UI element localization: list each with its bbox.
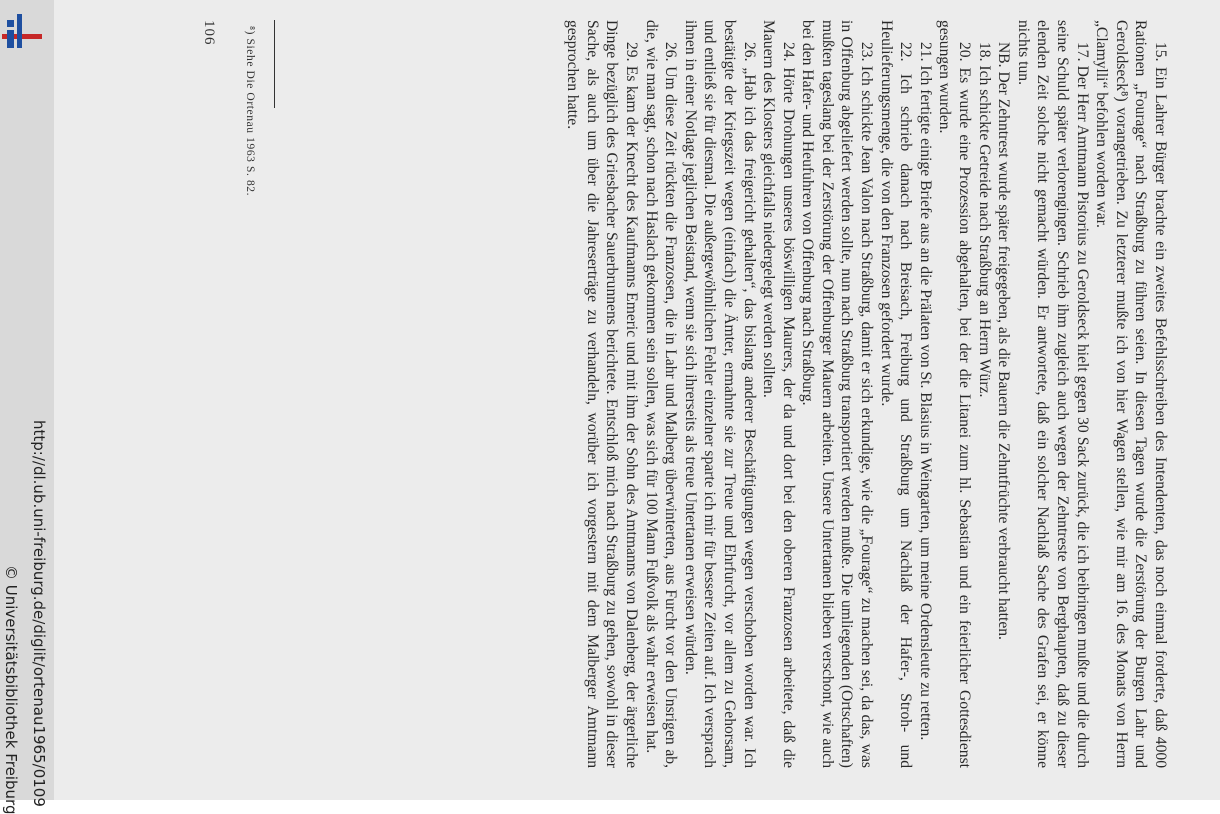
paragraph-22: 22. Ich schrieb danach nach Breisach, Freiburg und Straßburg um Nachlaß der Hafer-, Stroh- und Heulieferungsmenge, die von den Franzosen gefordert wurde. xyxy=(877,20,915,768)
paragraph-nb: NB. Der Zehntrest wurde später freigegeben, als die Bauern die Zehntfrüchte verbraucht hatten. xyxy=(995,42,1013,640)
paragraph-17: 17. Der Herr Amtmann Pistorius zu Geroldseck hielt gegen 30 Sack zurück, die ich beibringen mußte und die durch seine Schuld später verlorengingen. Schrieb ihm zugleich auch wegen der Zehntreste von Berghaupten, daß zu dieser elenden Zeit solche nicht gemacht würden. Er antwortete, daß ein solcher Nachlaß Sache des Grafen sei, er könne nichts tun. xyxy=(1014,20,1091,768)
footnote: ⁸) Siehe Die Ortenau 1963 S. 82. xyxy=(244,26,256,197)
paragraph-23: 23. Ich schickte Jean Valon nach Straßburg, damit er sich erkundige, wie die „Fourage“ zu machen sei, da das, was in Offenburg abgeliefert werden sollte, nun nach Straßburg transportiert werden mußte. Die umliegenden (Ortschaften) mußten tageslang bei der Zerstörung der Offenburger Mauern arbeiten. Unsere Untertanen blieben verschont, wie auch bei den Hafer- und Heufuhren von Offenburg nach Straßburg. xyxy=(799,20,876,768)
paragraph-21: 21. Ich fertigte einige Briefe aus an die Prälaten von St. Blasius in Weingarten, um meine Ordensleute zu retten. xyxy=(916,42,934,741)
source-url[interactable]: http://dl.ub.uni-freiburg.de/diglit/ortenau1965/0109 xyxy=(30,420,48,807)
ub-freiburg-logo-icon xyxy=(0,10,50,50)
rotated-page-content xyxy=(70,0,1220,800)
body-text xyxy=(563,20,1170,768)
footnote-rule xyxy=(274,20,275,108)
paragraph-18: 18. Ich schickte Getreide nach Straßburg an Herrn Würz. xyxy=(975,42,993,398)
paragraph-15: 15. Ein Lahrer Bürger brachte ein zweites Befehlsschreiben des Intendenten, das noch einmal forderte, daß 4000 Rationen „Fourage“ nach Straßburg zu führen seien. In diesen Tagen wurde die Zerstörung der Burgen Lahr und Geroldseck⁸) vorangetrieben. Zu letzterer mußte ich von hier Wagen stellen, wie mir am 16. des Monats von Herrn „Clamylli“ befohlen worden war. xyxy=(1093,20,1169,768)
paragraph-26a: 26. „Hab ich das freigericht gehalten“, das bislang anderer Beschäftigungen wegen verschoben worden war. Ich bestätigte der Kriegszeit wegen (einfach) die Ämter, ermahnte sie zur Treue und Ehrfurcht, vor allem zu Gehorsam, und entließ sie für diesmal. Die außergewöhnlichen Fehler einzelner sparte ich mir für bessere Zeiten auf. Ich versprach ihnen in einer Notlage jeglichen Beistand, wenn sie sich ihrerseits als treue Untertanen erweisen würden. xyxy=(681,20,758,768)
page-number: 106 xyxy=(201,20,217,46)
scanned-page xyxy=(54,0,1220,800)
paragraph-29: 29. Es kam der Knecht des Kaufmanns Emeric und mit ihm der Sohn des Amtmanns von Dalenberg, der ärgerliche Dinge bezüglich des Griesbacher Sauerbrunnens berichtete. Entschloß mich nach Straßburg zu gehen, sowohl in dieser Sache, als auch um über die Jahreserträge zu verhandeln, worüber ich vorgestern mit dem Malberger Amtmann gesprochen hatte. xyxy=(564,20,640,768)
paragraph-26b: 26. Um diese Zeit rückten die Franzosen, die in Lahr und Malberg überwinterten, aus Furcht vor den Unsrigen ab, die, wie man sagt, schon nach Haslach gekommen sein sollen, was sich für 100 Mann Fußvolk als wahr erweisen hat. xyxy=(642,20,680,768)
paragraph-20: 20. Es wurde eine Prozession abgehalten, bei der die Litanei zum hl. Sebastian und ein feierlicher Gottesdienst gesungen wurden. xyxy=(936,20,974,768)
paragraph-24: 24. Hörte Drohungen unseres böswilligen Maurers, der da und dort bei den oberen Franzosen arbeitete, daß die Mauern des Klosters gleichfalls niedergelegt werden sollten. xyxy=(760,20,797,768)
viewer-sidebar xyxy=(0,0,54,814)
copyright-notice: © Universitätsbibliothek Freiburg xyxy=(2,565,20,814)
